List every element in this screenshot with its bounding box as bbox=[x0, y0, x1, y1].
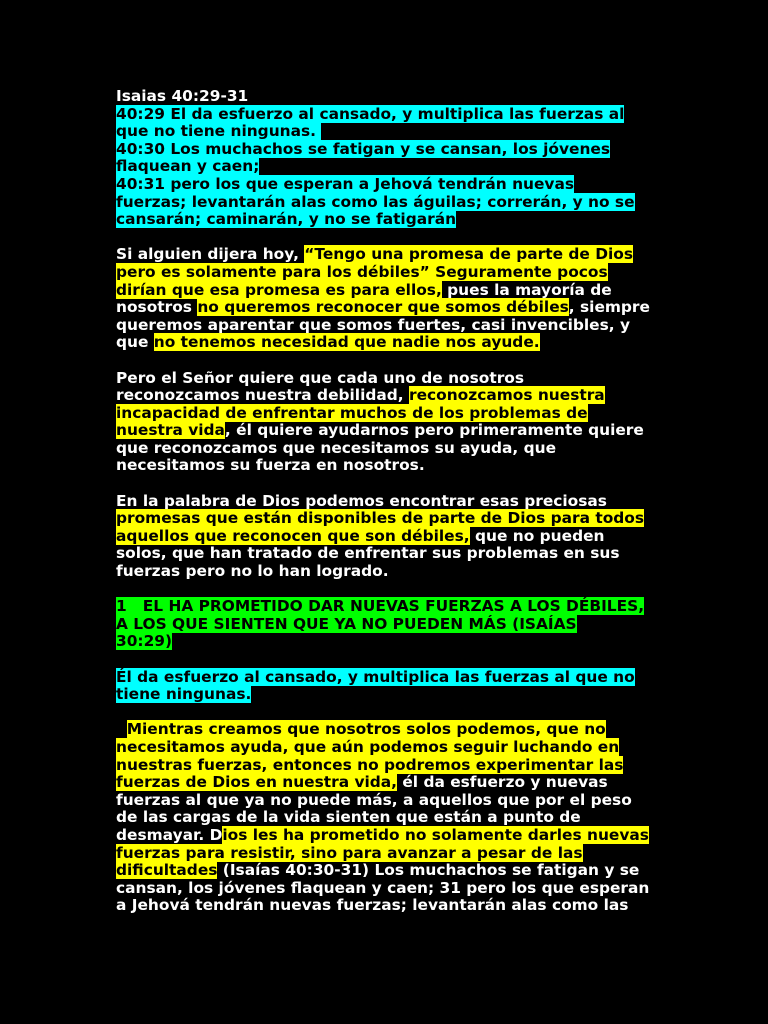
document-body bbox=[116, 106, 656, 915]
text-run: que bbox=[116, 333, 154, 352]
paragraph-gap bbox=[116, 581, 656, 599]
text-run: Si alguien dijera hoy, bbox=[116, 245, 305, 264]
highlighted-text: no tenemos necesidad que nadie nos ayude. bbox=[153, 333, 540, 352]
highlighted-text: tiene ningunas. bbox=[116, 685, 252, 704]
paragraph-gap bbox=[116, 704, 656, 722]
text-run: reconozcamos nuestra debilidad, bbox=[116, 386, 409, 405]
paragraph-gap bbox=[116, 229, 656, 247]
text-line bbox=[116, 246, 656, 264]
text-line bbox=[116, 721, 656, 739]
highlighted-text: dificultades bbox=[116, 861, 218, 880]
highlighted-text: nuestras fuerzas, entonces no podremos experimentar las bbox=[116, 755, 624, 774]
text-line bbox=[116, 598, 656, 616]
text-run: él da esfuerzo y nuevas bbox=[397, 773, 608, 792]
text-run: Pero el Señor quiere que cada uno de nosotros bbox=[116, 368, 525, 387]
text-run: queremos aparentar que somos fuertes, casi invencibles, y bbox=[116, 315, 631, 334]
highlighted-text: no queremos reconocer que somos débiles bbox=[197, 298, 569, 317]
highlighted-text: 40:29 El da esfuerzo al bbox=[116, 104, 320, 123]
document-page bbox=[116, 88, 656, 915]
highlighted-text: necesitamos ayuda, que aún podemos seguir luchando en bbox=[116, 737, 620, 756]
text-line bbox=[116, 123, 656, 141]
paragraph-gap bbox=[116, 651, 656, 669]
text-run: fuerzas al que ya no puede más, a aquellos que por el peso bbox=[116, 790, 632, 809]
text-line bbox=[116, 686, 656, 704]
text-line bbox=[116, 370, 656, 388]
text-line bbox=[116, 334, 656, 352]
highlighted-text: dirían que esa promesa es para ellos, bbox=[116, 280, 442, 299]
text-line bbox=[116, 176, 656, 194]
highlighted-text: 40:30 Los muchachos se fatigan y se cansan, los jóvenes bbox=[116, 139, 611, 158]
text-line bbox=[116, 669, 656, 687]
highlighted-text: fuerzas; levantarán alas como las águilas; correrán, y no se bbox=[116, 192, 635, 211]
highlighted-text: incapacidad de enfrentar muchos de los problemas de bbox=[116, 403, 588, 422]
text-line bbox=[116, 405, 656, 423]
text-run: necesitamos su fuerza en nosotros. bbox=[116, 456, 425, 475]
text-run: nosotros bbox=[116, 298, 198, 317]
text-run: solos, que han tratado de enfrentar sus problemas en sus bbox=[116, 544, 620, 563]
text-line bbox=[116, 774, 656, 792]
highlighted-text: A LOS QUE SIENTEN QUE YA NO PUEDEN MÁS (ISAÍAS bbox=[116, 614, 577, 633]
highlighted-text: fuerzas de Dios en nuestra vida, bbox=[116, 773, 398, 792]
text-line bbox=[116, 545, 656, 563]
text-run: que no pueden bbox=[469, 526, 605, 545]
highlighted-text: nuestra vida bbox=[116, 421, 225, 440]
text-line bbox=[116, 493, 656, 511]
text-line bbox=[116, 757, 656, 775]
text-line bbox=[116, 282, 656, 300]
highlighted-text: Él da esfuerzo al cansado, y multiplica las fuerzas al que no bbox=[116, 667, 635, 686]
highlighted-text: pero es solamente para los débiles” Seguramente pocos bbox=[116, 262, 608, 281]
text-line bbox=[116, 862, 656, 880]
text-line bbox=[116, 194, 656, 212]
text-line bbox=[116, 158, 656, 176]
text-line bbox=[116, 317, 656, 335]
text-run: En la palabra de Dios podemos encontrar esas preciosas bbox=[116, 491, 607, 510]
highlighted-text: Mientras creamos que nosotros solos podemos, que no bbox=[126, 720, 606, 739]
text-run: que reconozcamos que necesitamos su ayuda, que bbox=[116, 438, 557, 457]
highlighted-text: 40:31 pero los que esperan a Jehová tendrán nuevas bbox=[116, 174, 575, 193]
text-line bbox=[116, 422, 656, 440]
text-line bbox=[116, 387, 656, 405]
document-heading: Isaias 40:29-31 bbox=[116, 87, 249, 105]
text-run: pues la mayoría de bbox=[441, 280, 612, 299]
text-line bbox=[116, 792, 656, 810]
paragraph-gap bbox=[116, 475, 656, 493]
text-run: , él quiere ayudarnos pero primeramente quiere bbox=[224, 421, 644, 440]
text-line bbox=[116, 880, 656, 898]
text-line bbox=[116, 211, 656, 229]
text-line bbox=[116, 440, 656, 458]
text-line bbox=[116, 106, 656, 124]
text-line bbox=[116, 141, 656, 159]
text-line bbox=[116, 457, 656, 475]
text-line bbox=[116, 563, 656, 581]
text-line bbox=[116, 510, 656, 528]
text-line bbox=[116, 897, 656, 915]
text-line bbox=[116, 616, 656, 634]
text-line bbox=[116, 809, 656, 827]
text-run: de las cargas de la vida sienten que están a punto de bbox=[116, 808, 581, 827]
text-line bbox=[116, 528, 656, 546]
text-run: a Jehová tendrán nuevas fuerzas; levantarán alas como las bbox=[116, 896, 629, 915]
text-line bbox=[116, 739, 656, 757]
text-run: (Isaías 40:30-31) Los muchachos se fatigan y se bbox=[217, 861, 640, 880]
highlighted-text: que no tiene ningunas. bbox=[116, 122, 322, 141]
highlighted-text: aquellos que reconocen que son débiles, bbox=[116, 526, 470, 545]
highlighted-text: cansado, y multiplica las fuerzas al bbox=[319, 104, 625, 123]
highlighted-text: fuerzas para resistir, sino para avanzar a pesar de las bbox=[116, 843, 583, 862]
highlighted-text: flaquean y caen; bbox=[116, 157, 260, 176]
text-run: fuerzas pero no lo han logrado. bbox=[116, 562, 389, 581]
paragraph-gap bbox=[116, 352, 656, 370]
text-line bbox=[116, 633, 656, 651]
highlighted-text: que están disponibles de parte de Dios para todos bbox=[200, 509, 645, 528]
text-line bbox=[116, 264, 656, 282]
text-run: cansan, los jóvenes flaquean y caen; 31 pero los que esperan bbox=[116, 878, 650, 897]
text-line bbox=[116, 827, 656, 845]
text-run bbox=[116, 720, 127, 738]
text-line bbox=[116, 299, 656, 317]
highlighted-text: 1 EL HA PROMETIDO DAR NUEVAS FUERZAS A LOS DÉBILES, bbox=[116, 597, 645, 616]
highlighted-text: 30:29) bbox=[116, 632, 173, 651]
text-line bbox=[116, 845, 656, 863]
text-run: desmayar. D bbox=[116, 825, 223, 844]
highlighted-text: ios les ha prometido no solamente darles nuevas bbox=[222, 825, 649, 844]
highlighted-text: cansarán; caminarán, y no se fatigarán bbox=[116, 210, 457, 229]
highlighted-text: reconozcamos nuestra bbox=[408, 386, 605, 405]
highlighted-text: “Tengo una promesa de parte de Dios bbox=[304, 245, 633, 264]
highlighted-text: promesas bbox=[116, 509, 201, 528]
text-run: , siempre bbox=[568, 298, 650, 317]
